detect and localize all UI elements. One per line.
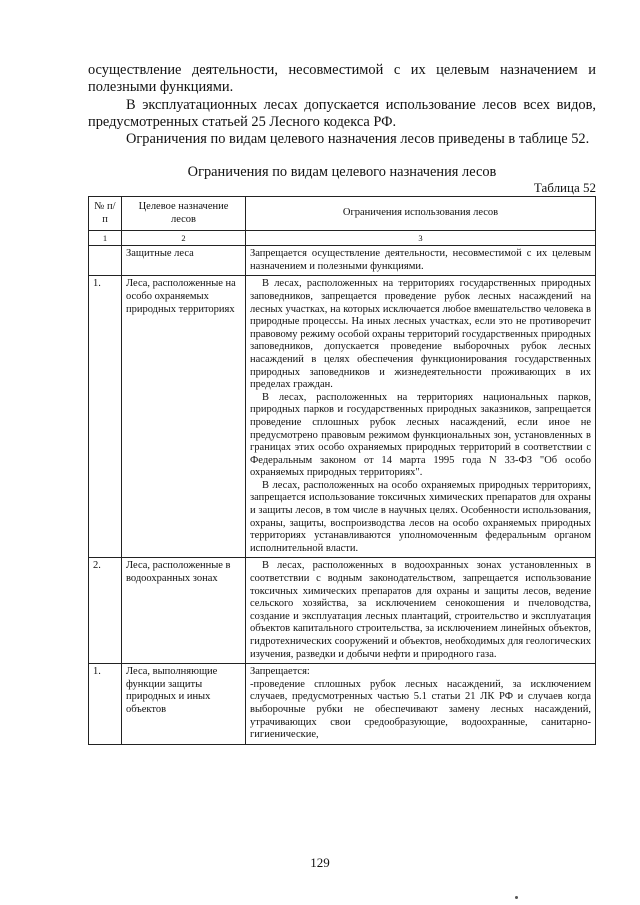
column-number: 3 [246,231,596,246]
table-row [89,246,596,276]
restriction-paragraph: В лесах, расположенных на особо охраняемых природных территориях, запрещается использование токсичных химических препаратов для охраны и защиты лесов, в том числе в научных целях. Особенности использования, охраны, защиты, воспроизводства лесов на особо охраняемых природных территориях устанавливаются уполномоченным федеральным органом исполнительной власти. [250,479,591,554]
row-purpose: Леса, расположенные в водоохранных зонах [122,558,246,664]
column-number: 2 [122,231,246,246]
restriction-paragraph: Запрещается осуществление деятельности, несовместимой с их целевым назначением и полезными функциями. [250,248,591,272]
row-restrictions [246,664,596,745]
row-num: 1. [89,276,122,558]
restriction-paragraph: В лесах, расположенных на территориях национальных парков, природных парков и государственных природных заказников, запрещается проведение сплошных рубок лесных насаждений, если иное не предусмотрено правовым режимом функциональных зон, установленных в границах этих особо охраняемых природных территорий в соответствии с Федеральным законом от 14 марта 1995 года N 33-ФЗ "Об особо охраняемых природных территориях". [250,391,591,479]
intro-paragraph-3: Ограничения по видам целевого назначения лесов приведены в таблице 52. [126,131,590,147]
column-number: 1 [89,231,122,246]
restriction-paragraph: В лесах, расположенных в водоохранных зонах установленных в соответствии с водным законодательством, запрещается использование токсичных химических препаратов для охраны и защиты лесов, ведение сельского хозяйства, за исключением сенокошения и пчеловодства, создание и эксплуатация лесных плантаций, строительство и эксплуатация объектов капитального строительства, за исключением линейных объектов, гидротехнических сооружений и объектов, необходимых для геологических изучения, разведки и добычи нефти и природного газа. [250,560,591,660]
row-num [89,246,122,276]
header-restrictions: Ограничения использования лесов [246,197,596,231]
row-purpose: Защитные леса [122,246,246,276]
table-row [89,664,596,745]
table-row [89,558,596,664]
intro-paragraph-2: В эксплуатационных лесах допускается использование лесов всех видов, предусмотренных статьей 25 Лесного кодекса РФ. [88,97,596,130]
restriction-paragraph: Запрещается: [250,666,310,678]
table-label: Таблица 52 [533,180,596,195]
header-num: № п/п [89,197,122,231]
page-number: 129 [310,855,330,870]
table-header-row [89,197,596,231]
intro-paragraph-1: осуществление деятельности, несовместимой с их целевым назначением и полезными функциями. [88,62,596,95]
row-purpose: Леса, выполняющие функции защиты природных и иных объектов [122,664,246,745]
row-num: 1. [89,664,122,745]
restriction-paragraph: В лесах, расположенных на территориях государственных природных заповедников, запрещается проведение рубок лесных насаждений на лесных участках, на которых исключается любое вмешательство человека в природные процессы. На иных лесных участках, если это не противоречит правовому режиму особой охраны территорий государственных природных заповедников, допускается проведение выборочных рубок лесных насаждений в целях обеспечения функционирования государственных природных заповедников и жизнедеятельности проживающих в их пределах граждан. [250,278,591,391]
scan-speck [515,896,518,899]
header-purpose: Целевое назначение лесов [122,197,246,231]
column-number-row [89,231,596,246]
row-purpose: Леса, расположенные на особо охраняемых природных территориях [122,276,246,558]
table-row [89,276,596,558]
row-restrictions [246,276,596,558]
row-num: 2. [89,558,122,664]
restrictions-table [88,196,596,745]
table-title: Ограничения по видам целевого назначения лесов [187,164,497,180]
restriction-paragraph: -проведение сплошных рубок лесных насаждений, за исключением случаев, предусмотренных частью 5.1 статьи 21 ЛК РФ и случаев когда выборочные рубки не обеспечивают замену лесных насаждений, утрачивающих свои средообразующие, водоохранные, санитарно-гигиенические, [250,678,591,741]
row-restrictions [246,558,596,664]
row-restrictions [246,246,596,276]
